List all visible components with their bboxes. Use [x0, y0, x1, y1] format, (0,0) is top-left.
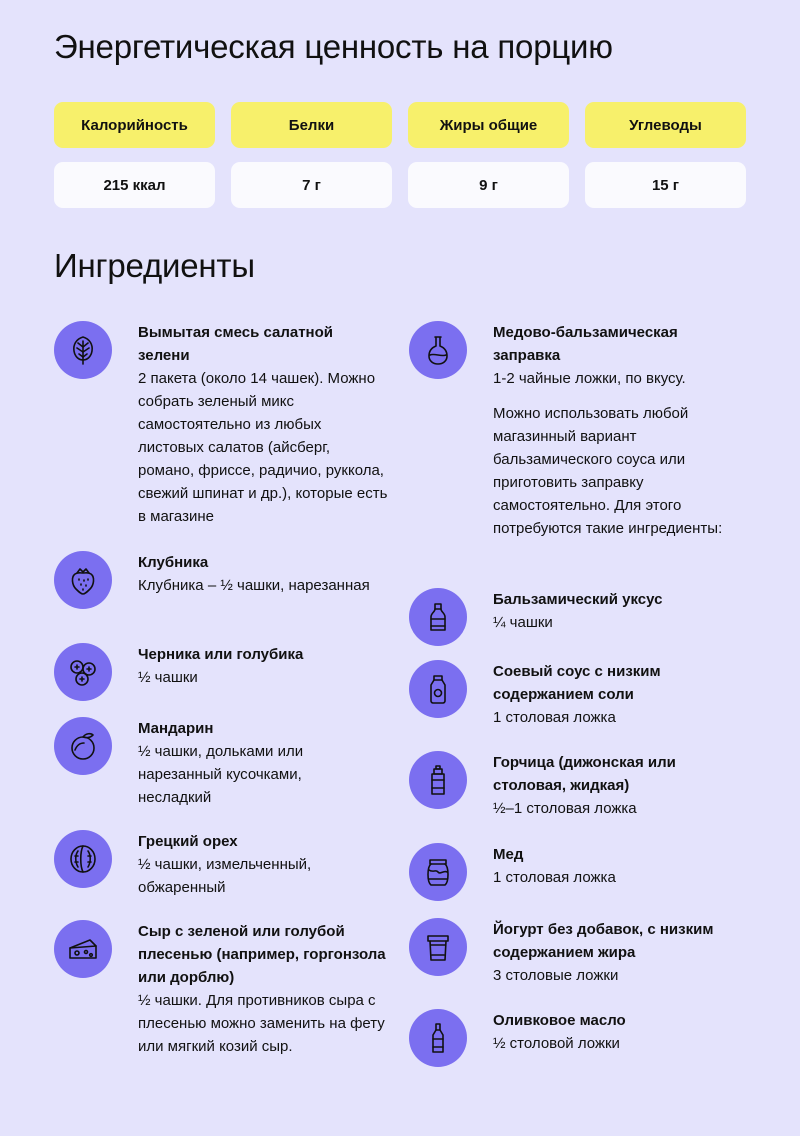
ingredient-desc: 1 столовая ложка — [493, 709, 616, 726]
ingredient-desc: 2 пакета (около 14 чашек). Можно собрать зеленый микс самостоятельно из любых листовых салатов (айсберг, романо, фриссе, радичио, руккола, свежий шпинат и др.), которые есть в магазине — [138, 370, 388, 525]
lettuce-icon — [54, 321, 112, 379]
ingredient-note: Можно использовать любой магазинный вариант бальзамического соуса или приготовить заправку самостоятельно. Для этого потребуются такие ингредиенты: — [493, 405, 723, 537]
nutrition-header-fat: Жиры общие — [408, 102, 569, 148]
ingredient-desc: ½ столовой ложки — [493, 1035, 620, 1052]
ingredient-desc: ½–1 столовая ложка — [493, 800, 637, 817]
olive-oil-icon — [409, 1009, 467, 1067]
ingredient-desc: 1-2 чайные ложки, по вкусу. — [493, 370, 686, 387]
ingredients-title: Ингредиенты — [54, 247, 255, 284]
mustard-icon — [409, 751, 467, 809]
nutrition-value-protein: 7 г — [231, 162, 392, 208]
ingredient-desc: 1 столовая ложка — [493, 869, 616, 886]
cheese-icon — [54, 920, 112, 978]
nutrition-table — [54, 102, 746, 208]
nutrition-header-carbs: Углеводы — [585, 102, 746, 148]
blueberry-icon — [54, 643, 112, 701]
strawberry-icon — [54, 551, 112, 609]
soy-sauce-icon — [409, 660, 467, 718]
ingredient-name: Грецкий орех — [138, 833, 238, 850]
honey-jar-icon — [409, 843, 467, 901]
ingredient-name: Горчица (дижонская или столовая, жидкая) — [493, 754, 676, 794]
vinegar-bottle-icon — [409, 588, 467, 646]
ingredient-desc: ½ чашки. Для противников сыра с плесенью можно заменить на фету или мягкий козий сыр. — [138, 992, 385, 1055]
ingredient-desc: 3 столовые ложки — [493, 967, 619, 984]
ingredient-desc: ½ чашки, измельченный, обжаренный — [138, 856, 312, 896]
ingredient-name: Оливковое масло — [493, 1012, 626, 1029]
ingredient-name: Йогурт без добавок, с низким содержанием жира — [493, 921, 714, 961]
ingredient-desc: ½ чашки, дольками или нарезанный кусочками, несладкий — [138, 743, 304, 806]
ingredient-desc: ¼ чашки — [493, 614, 553, 631]
nutrition-header-protein: Белки — [231, 102, 392, 148]
nutrition-value-calories: 215 ккал — [54, 162, 215, 208]
walnut-icon — [54, 830, 112, 888]
page-title: Энергетическая ценность на порцию — [54, 28, 613, 65]
ingredient-desc: ½ чашки — [138, 669, 198, 686]
ingredient-name: Мед — [493, 846, 524, 863]
ingredient-name: Сыр с зеленой или голубой плесенью (например, горгонзола или дорблю) — [138, 923, 386, 986]
ingredient-name: Бальзамический уксус — [493, 591, 663, 608]
nutrition-value-fat: 9 г — [408, 162, 569, 208]
dressing-bottle-icon — [409, 321, 467, 379]
ingredient-desc: Клубника – ½ чашки, нарезанная — [138, 577, 370, 594]
ingredient-name: Мандарин — [138, 720, 214, 737]
mandarin-icon — [54, 717, 112, 775]
nutrition-header-calories: Калорийность — [54, 102, 215, 148]
nutrition-value-carbs: 15 г — [585, 162, 746, 208]
ingredient-name: Медово-бальзамическая заправка — [493, 324, 678, 364]
ingredient-name: Клубника — [138, 554, 209, 571]
yogurt-icon — [409, 918, 467, 976]
ingredient-name: Черника или голубика — [138, 646, 304, 663]
ingredient-name: Соевый соус с низким содержанием соли — [493, 663, 661, 703]
ingredient-name: Вымытая смесь салатной зелени — [138, 324, 333, 364]
